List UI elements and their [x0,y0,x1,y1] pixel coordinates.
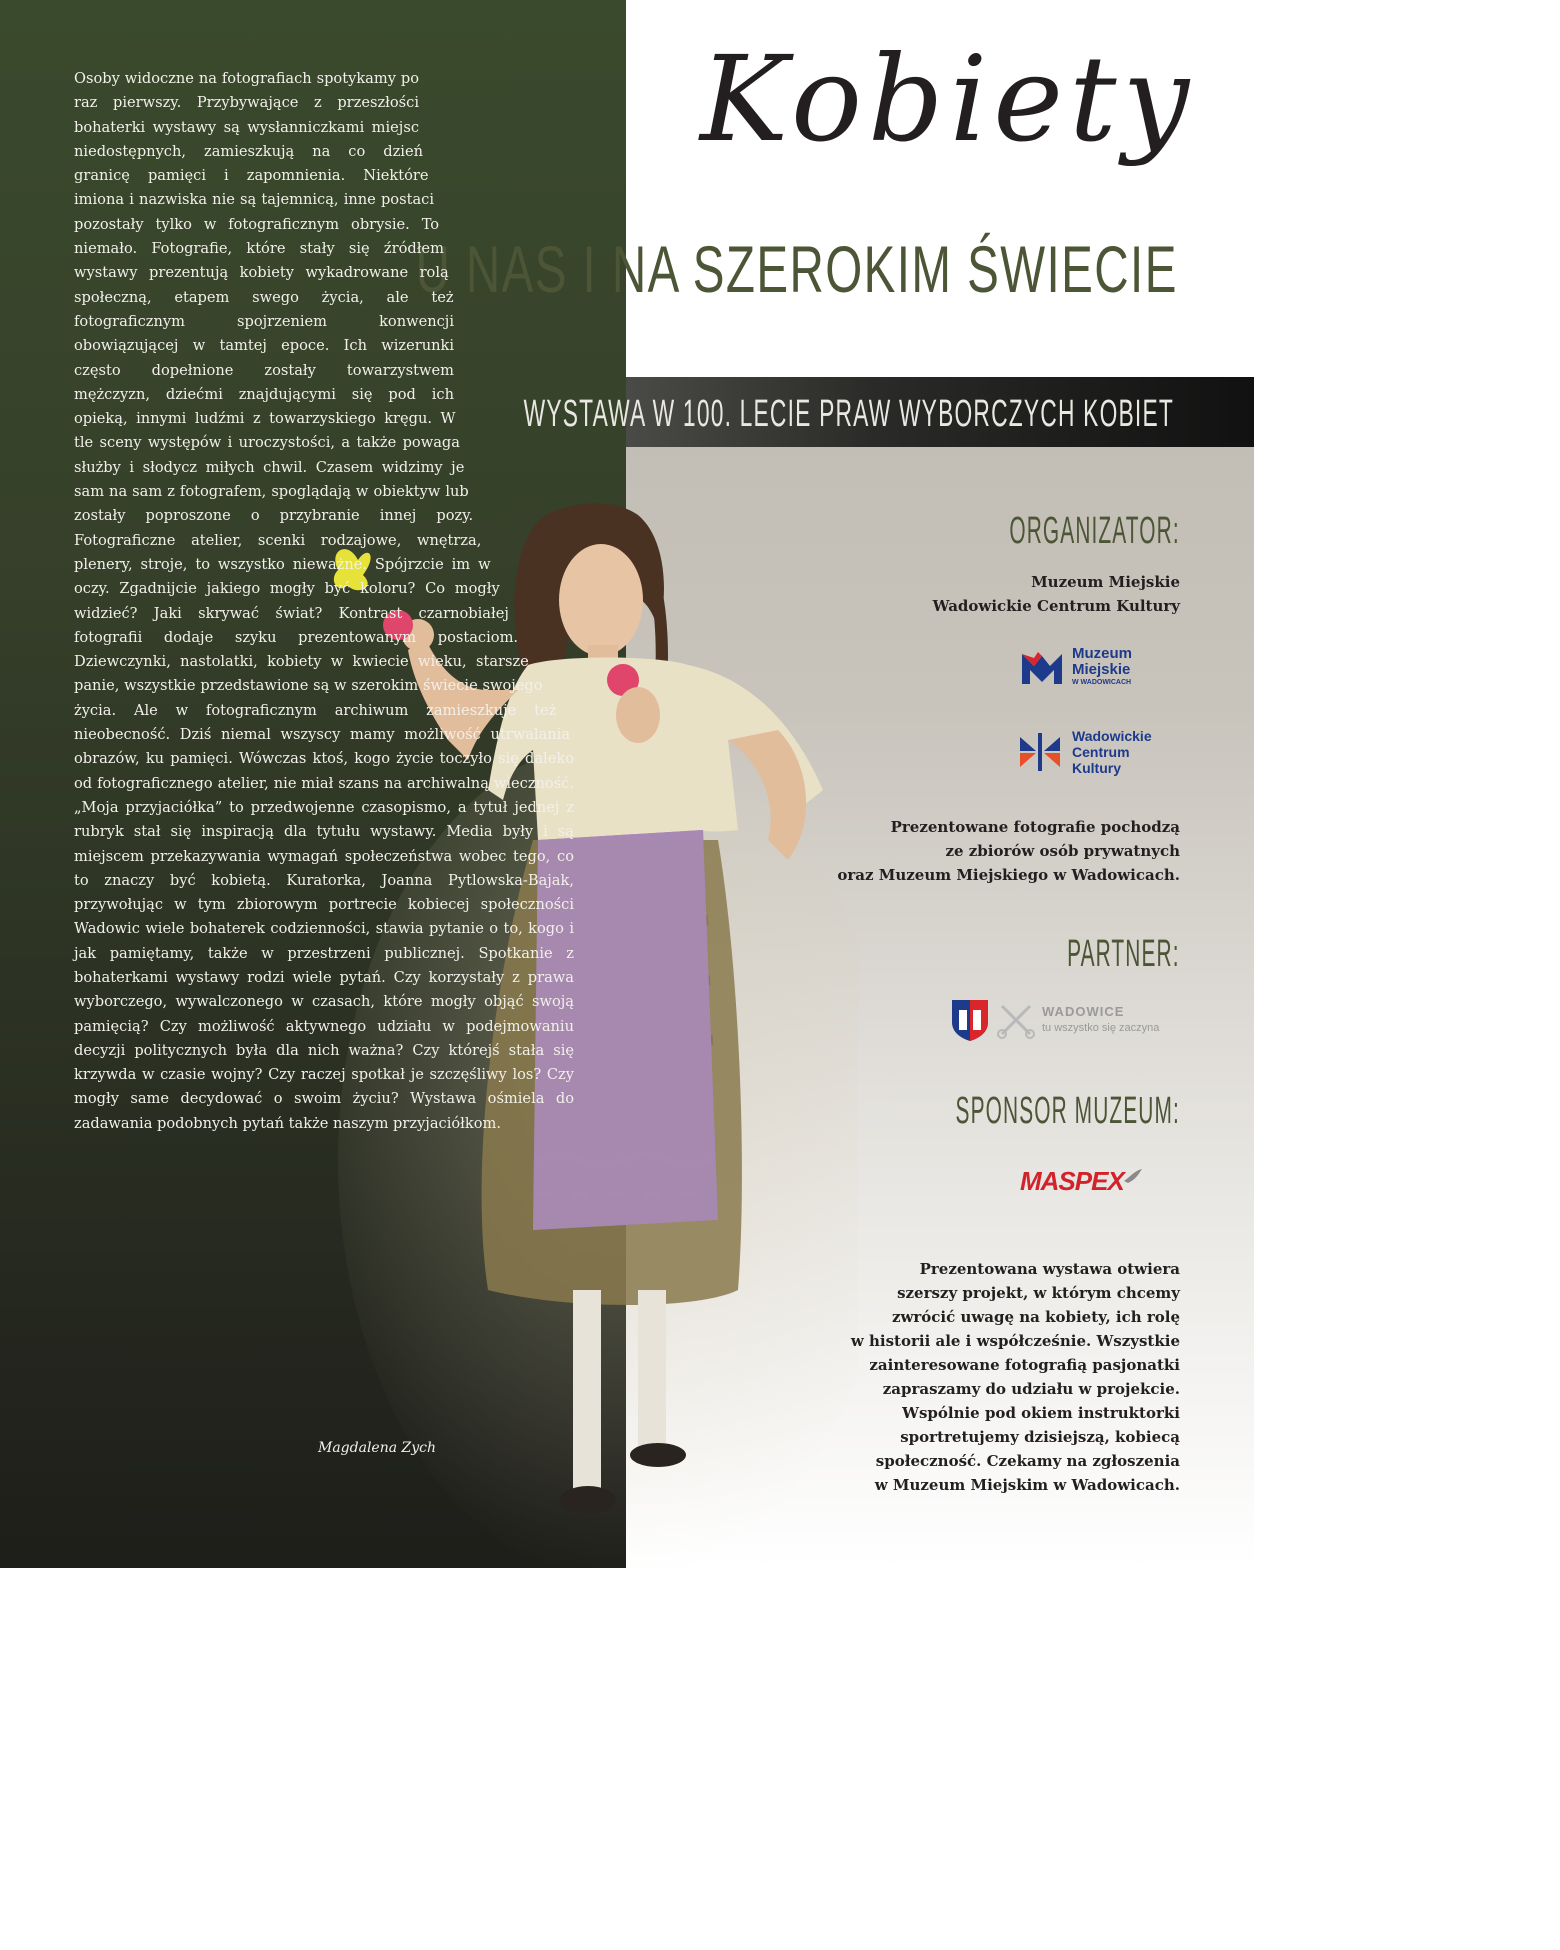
closing-line: zainteresowane fotografią pasjonatki [869,1356,1180,1374]
closing-line: społeczność. Czekamy na zgłoszenia [875,1452,1180,1470]
muzeum-logo-line-1: Muzeum [1072,645,1132,662]
wadowice-logo-tagline: tu wszystko się zaczyna [1042,1022,1160,1034]
maspex-bird-icon [1122,1167,1144,1187]
photos-source-note [837,815,1180,887]
photos-note-line-2: ze zbiorów osób prywatnych [945,842,1180,860]
closing-line: Wspólnie pod okiem instruktorki [902,1404,1180,1422]
wadowice-logo-name: WADOWICE [1042,1004,1125,1019]
closing-line: Prezentowana wystawa otwiera [919,1260,1180,1278]
wadowice-crest-icon [950,998,990,1042]
main-title: Kobiety [700,30,1196,168]
wck-arrows-icon [1016,729,1064,775]
closing-line: zwrócić uwagę na kobiety, ich rolę [891,1308,1180,1326]
closing-paragraph [851,1257,1180,1497]
closing-line: zapraszamy do udziału w projekcie. [882,1380,1180,1398]
organizer-names [933,570,1180,618]
photos-note-line-3: oraz Muzeum Miejskiego w Wadowicach. [837,866,1180,884]
muzeum-logo-line-2: Miejskie [1072,661,1131,678]
muzeum-m-icon [1020,648,1064,686]
wck-logo-line-2: Centrum [1072,744,1130,760]
sponsor-heading: SPONSOR MUZEUM: [955,1090,1180,1132]
closing-line: szerszy projekt, w którym chcemy [897,1284,1180,1302]
closing-line: w historii ale i współcześnie. Wszystkie [850,1332,1180,1350]
maspex-logo [1020,1166,1144,1197]
muzeum-logo-line-3: W WADOWICACH [1072,679,1132,686]
organizer-line-2: Wadowickie Centrum Kultury [932,597,1180,615]
keys-icon [996,1000,1036,1040]
wck-logo [1016,728,1152,776]
organizer-heading: ORGANIZATOR: [1009,510,1180,552]
intro-essay-text: Osoby widoczne na fotografiach spotykamy po raz pierwszy. Przybywające z przeszłości bohaterki wystawy są wysłanniczkami miejsc niedostępnych, zamieszkują na co dzień granicę pamięci i zapomnienia. Niektóre imiona i nazwiska nie są tajemnicą, inne postaci pozostały tylko w fotograficznym obrysie. To niemało. Fotografie, które stały się źródłem wystawy prezentują kobiety wykadrowane rolą społeczną, etapem swego życia, ale też fotograficznym spojrzeniem konwencji obowiązującej w tamtej epoce. Ich wizerunki często dopełnione zostały towarzystwem mężczyzn, dziećmi znajdującymi się pod ich opieką, innymi ludźmi z towarzyskiego kręgu. W tle sceny występów i uroczystości, a także powaga służby i słodycz miłych chwil. Czasem widzimy je sam na sam z fotografem, spoglądają w obiektyw lub zostały poproszone o przybranie innej pozy. Fotograficzne atelier, scenki rodzajowe, wnętrza, plenery, stroje, to wszystko nieważne. Spójrzcie im w oczy. Zgadnijcie jakiego mogły być koloru? Co mogły widzieć? Jaki skrywać świat? Kontrast czarnobiałej fotografii dodaje szyku prezentowanym postaciom. Dziewczynki, nastolatki, kobiety w kwiecie wieku, starsze panie, wszystkie przedstawione są w szerokim świecie swojego życia. Ale w fotograficznym archiwum zamieszkuje też nieobecność. Dziś niemal wszyscy mamy możliwość utrwalania obrazów, ku pamięci. Wówczas ktoś, kogo życie toczyło się daleko od fotograficznego atelier, nie miał szans na archiwalną wieczność. „Moja przyjaciółka” to przedwojenne czasopismo, a tytuł jednej z rubryk stał się inspiracją dla tytułu wystawy. Media były i są miejscem przekazywania wymagań społeczeństwa wobec tego, co to znaczy być kobietą. Kuratorka, Joanna Pytlowska-Bajak, przywołując w tym zbiorowym portrecie kobiecej społeczności Wadowic wiele bohaterek codzienności, stawia pytanie o to, kogo i jak pamiętamy, także w przestrzeni publicznej. Spotkanie z bohaterkami wystawy rodzi wiele pytań. Czy korzystały z prawa wyborczego, wywalczonego w czasach, które mogły objąć swoją pamięcią? Czy możliwość aktywnego udziału w podejmowaniu decyzji politycznych była dla nich ważna? Czy którejś stała się krzywda w czasie wojny? Czy raczej spotkał je szczęśliwy los? Czy mogły same decydować o swoim życiu? Wystawa ośmiela do zadawania podobnych pytań także naszym przyjaciółkom. [74,70,574,1132]
banner [523,377,1254,447]
author-signature: Magdalena Zych [318,1440,437,1456]
banner-text: WYSTAWA W 100. LECIE PRAW WYBORCZYCH KOBIET [523,393,1174,435]
photos-note-line-1: Prezentowane fotografie pochodzą [890,818,1180,836]
partner-heading: PARTNER: [1067,933,1180,975]
maspex-wordmark: MASPEX [1020,1166,1124,1196]
intro-essay [74,67,574,1172]
closing-line: w Muzeum Miejskim w Wadowicach. [874,1476,1180,1494]
closing-line: sportretujemy dzisiejszą, kobiecą [900,1428,1180,1446]
wck-logo-line-3: Kultury [1072,760,1121,776]
wadowice-logo [950,998,1159,1042]
subtitle: U NAS I NA SZEROKIM ŚWIECIE [415,232,1178,306]
organizer-line-1: Muzeum Miejskie [1031,573,1180,591]
wck-logo-line-1: Wadowickie [1072,728,1152,744]
muzeum-logo [1020,646,1132,688]
